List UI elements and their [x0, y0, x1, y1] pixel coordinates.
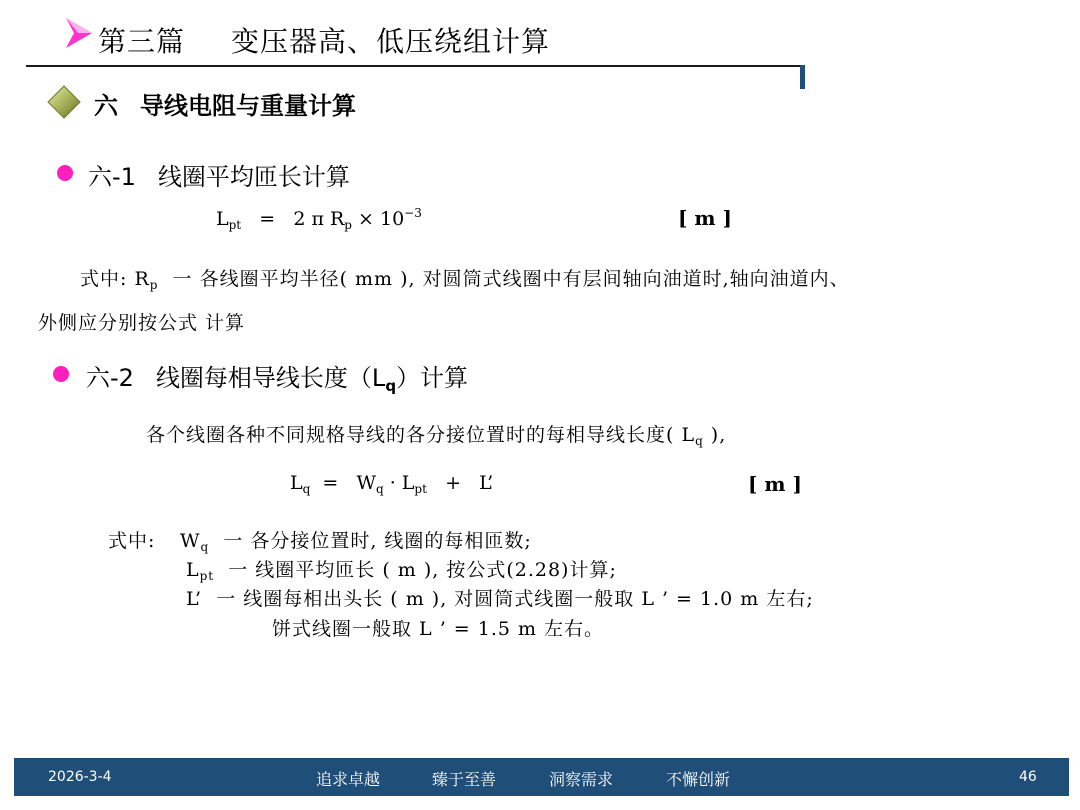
diamond-bullet-icon — [46, 84, 82, 120]
formula-lq: $L_q$ = $W_q \cdot L_{pt}$ + L’ — [290, 472, 494, 496]
bullet-dot — [53, 366, 69, 382]
def-line-1: $W_q$ 一 各分接位置时, 线圈的每相匝数; — [180, 530, 532, 554]
formula-unit-1: [ m ] — [678, 206, 733, 230]
footer-slogan: 追求卓越 — [316, 770, 381, 789]
bullet-dot — [57, 165, 73, 181]
footer-date: 2026-3-4 — [48, 769, 112, 785]
explain-line-1: 式中: $R_p$ 一 各线圈平均半径( mm ), 对圆筒式线圈中有层间轴向油道时,轴向油道内、 — [80, 268, 850, 292]
formula-lpt: $L_{pt}$ = 2 π $R_p \times 10^{-3}$ — [216, 206, 422, 232]
footer-bar — [14, 758, 1069, 796]
footer-slogan: 臻于至善 — [432, 770, 497, 789]
subsection-heading-2: 六-2 线圈每相导线长度$(L_q)$计算 — [86, 364, 469, 395]
def-line-4: 饼式线圈一般取 L ’ = 1.5 m 左右。 — [272, 618, 605, 640]
footer-slogan: 不懈创新 — [666, 770, 731, 789]
def-line-3: L’ 一 线圈每相出头长 ( m ), 对圆筒式线圈一般取 L ’ = 1.0 m 左右; — [186, 588, 814, 610]
formula-unit-2: [ m ] — [748, 472, 803, 496]
header-divider — [26, 65, 804, 67]
slide-title: 第三篇 变压器高、低压绕组计算 — [98, 25, 551, 58]
page-number: 46 — [1019, 769, 1037, 785]
section-heading: 六 导线电阻与重量计算 — [94, 92, 356, 120]
subsection-heading-1: 六-1 线圈平均匝长计算 — [88, 163, 350, 191]
intro-line: 各个线圈各种不同规格导线的各分接位置时的每相导线长度( $L_q$ ), — [146, 424, 727, 448]
def-line-2: $L_{pt}$ 一 线圈平均匝长 ( m ), 按公式(2.28)计算; — [186, 559, 617, 583]
explain-line-2: 外侧应分别按公式 计算 — [38, 312, 246, 334]
defs-label: 式中: — [108, 530, 156, 552]
header-accent-bar — [800, 65, 805, 89]
arrow-bullet-icon — [64, 16, 94, 50]
footer-slogan: 洞察需求 — [549, 770, 614, 789]
